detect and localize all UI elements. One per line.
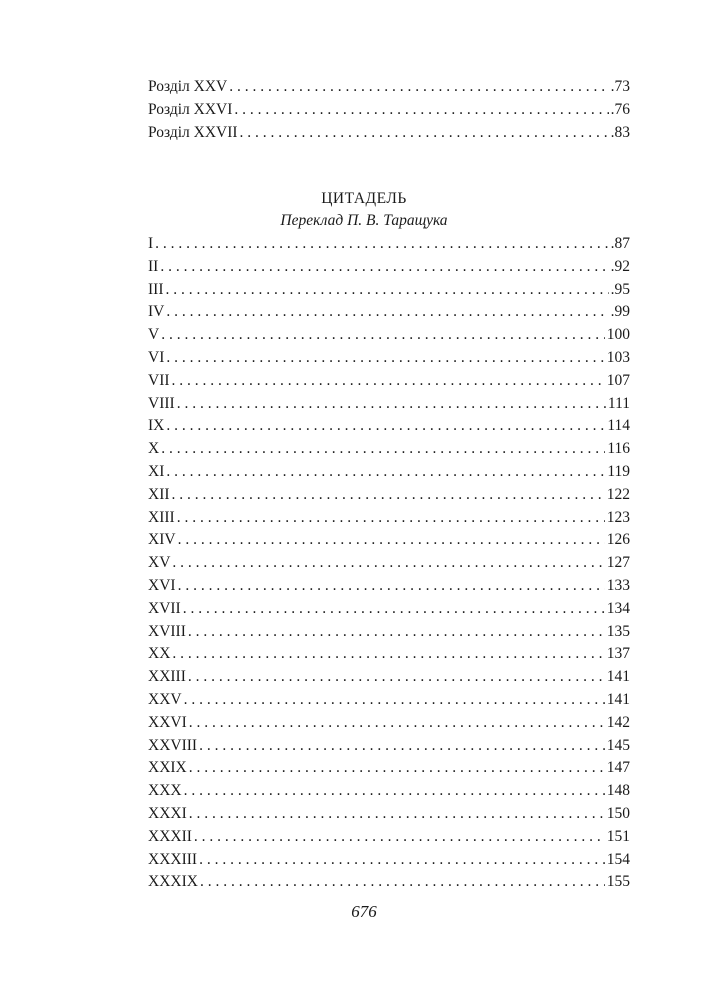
toc-entry-page: 145 xyxy=(606,736,630,754)
toc-entry xyxy=(148,803,630,826)
toc-entry-label: III xyxy=(148,280,164,298)
toc-entry-label: XXXIX xyxy=(148,873,198,891)
toc-entry-label: VII xyxy=(148,371,170,389)
toc-entry xyxy=(148,324,630,347)
dot-leader xyxy=(161,438,605,461)
toc-entry-label: XI xyxy=(148,462,165,480)
toc-entry-page: 155 xyxy=(606,873,630,891)
toc-entry xyxy=(148,484,630,507)
toc-entry-page: 126 xyxy=(606,531,630,549)
toc-entry xyxy=(148,301,630,324)
dot-leader xyxy=(234,99,608,122)
dot-leader xyxy=(172,643,604,666)
toc-entry-page: 100 xyxy=(606,326,630,344)
dot-leader xyxy=(188,666,605,689)
toc-entry-page: 141 xyxy=(606,668,630,686)
toc-entry-page: .76 xyxy=(610,100,630,118)
page-number: 676 xyxy=(351,902,377,921)
toc-entry xyxy=(148,438,630,461)
toc-entry xyxy=(148,826,630,849)
dot-leader xyxy=(155,233,608,256)
toc-entry-page: 135 xyxy=(606,622,630,640)
toc-entry xyxy=(148,415,630,438)
toc-entry xyxy=(148,552,630,575)
section-title: ЦИТАДЕЛЬ xyxy=(321,190,407,207)
toc-entry-label: VI xyxy=(148,348,165,366)
dot-leader xyxy=(172,484,605,507)
dot-leader xyxy=(200,871,605,894)
dot-leader xyxy=(178,529,605,552)
section-subtitle: Переклад П. В. Таращука xyxy=(280,212,448,229)
toc-entry-page: 151 xyxy=(606,827,630,845)
dot-leader xyxy=(184,689,605,712)
toc-entry-page: 142 xyxy=(606,713,630,731)
toc-entry-page: 103 xyxy=(606,348,630,366)
toc-entry-label: XVII xyxy=(148,599,181,617)
toc-entry-page: 116 xyxy=(607,440,630,458)
toc-entry-page: 137 xyxy=(606,645,630,663)
toc-entry xyxy=(148,393,630,416)
toc-entry-label: XV xyxy=(148,554,171,572)
toc-entry-label: XXXII xyxy=(148,827,192,845)
toc-entry-label: V xyxy=(148,326,160,344)
toc-entry-page: 148 xyxy=(606,782,630,800)
toc-entry-label: VIII xyxy=(148,394,175,412)
toc-entry xyxy=(148,507,630,530)
toc-entry-label: XXX xyxy=(148,782,182,800)
toc-entry-page: 150 xyxy=(606,804,630,822)
dot-leader xyxy=(178,575,605,598)
toc-entry-page: .73 xyxy=(610,78,630,95)
toc-main-list xyxy=(148,233,630,894)
toc-entry-page: .95 xyxy=(610,280,630,298)
toc-entry-page: .99 xyxy=(610,303,630,321)
toc-entry xyxy=(148,757,630,780)
dot-leader xyxy=(160,256,608,279)
toc-entry xyxy=(148,666,630,689)
toc-entry-label: XXV xyxy=(148,690,182,708)
toc-entry xyxy=(148,780,630,803)
dot-leader xyxy=(240,122,609,145)
dot-leader xyxy=(194,826,605,849)
toc-entry-page: 147 xyxy=(606,759,630,777)
toc-entry xyxy=(148,99,630,122)
toc-entry-page: 141 xyxy=(606,690,630,708)
dot-leader xyxy=(166,415,605,438)
toc-entry-page: .87 xyxy=(610,235,630,252)
toc-entry-label: X xyxy=(148,440,160,458)
toc-entry-label: XXVIII xyxy=(148,736,198,754)
toc-entry-label: XXXIII xyxy=(148,850,198,868)
dot-leader xyxy=(189,712,605,735)
toc-entry-label: XVI xyxy=(148,576,176,594)
dot-leader xyxy=(199,849,605,872)
toc-entry-label: XX xyxy=(148,645,171,663)
toc-entry-label: II xyxy=(148,257,159,275)
toc-entry-page: 154 xyxy=(606,850,630,868)
toc-entry xyxy=(148,122,630,145)
toc-entry-page: 133 xyxy=(606,576,630,594)
toc-entry xyxy=(148,621,630,644)
toc-entry xyxy=(148,529,630,552)
toc-entry xyxy=(148,370,630,393)
toc-entry-label: Розділ XXVI xyxy=(148,100,233,118)
dot-leader xyxy=(166,301,608,324)
toc-entry-label: XXVI xyxy=(148,713,187,731)
dot-leader xyxy=(184,780,605,803)
dot-leader xyxy=(199,735,605,758)
toc-entry-page: 134 xyxy=(606,599,630,617)
toc-entry xyxy=(148,598,630,621)
toc-entry xyxy=(148,575,630,598)
dot-leader xyxy=(161,324,605,347)
toc-entry-label: XIII xyxy=(148,508,175,526)
toc-entry xyxy=(148,279,630,302)
toc-entry xyxy=(148,871,630,894)
dot-leader xyxy=(188,621,605,644)
toc-entry xyxy=(148,735,630,758)
dot-leader xyxy=(229,76,608,99)
toc-entry-page: .83 xyxy=(610,123,630,141)
toc-entry xyxy=(148,76,630,99)
toc-entry xyxy=(148,643,630,666)
toc-entry-label: XIV xyxy=(148,531,176,549)
toc-entry-label: XVIII xyxy=(148,622,186,640)
toc-entry xyxy=(148,233,630,256)
toc-entry-page: 111 xyxy=(607,394,630,412)
toc-entry-label: Розділ XXVII xyxy=(148,123,238,141)
dot-leader xyxy=(189,757,605,780)
toc-entry-page: 107 xyxy=(606,371,630,389)
toc-entry-page: 127 xyxy=(606,554,630,572)
toc-entry-label: IX xyxy=(148,417,165,435)
toc-entry xyxy=(148,712,630,735)
toc-entry xyxy=(148,461,630,484)
toc-entry-page: 123 xyxy=(606,508,630,526)
toc-entry-label: I xyxy=(148,235,154,252)
toc-entry-label: IV xyxy=(148,303,165,321)
toc-entry-label: XXIII xyxy=(148,668,186,686)
dot-leader xyxy=(172,370,605,393)
dot-leader xyxy=(166,279,609,302)
dot-leader xyxy=(177,507,605,530)
toc-entry-page: 114 xyxy=(607,417,630,435)
toc-top-list xyxy=(148,76,630,144)
dot-leader xyxy=(166,347,604,370)
toc-entry-page: .92 xyxy=(610,257,630,275)
dot-leader xyxy=(189,803,605,826)
toc-entry xyxy=(148,849,630,872)
toc-entry-page: 119 xyxy=(607,462,630,480)
toc-entry-label: XXXI xyxy=(148,804,187,822)
dot-leader xyxy=(183,598,605,621)
toc-entry xyxy=(148,256,630,279)
dot-leader xyxy=(166,461,605,484)
toc-entry xyxy=(148,689,630,712)
dot-leader xyxy=(172,552,604,575)
toc-entry-page: 122 xyxy=(606,485,630,503)
toc-entry-label: Розділ XXV xyxy=(148,78,228,95)
toc-entry xyxy=(148,347,630,370)
toc-entry-label: XII xyxy=(148,485,170,503)
dot-leader xyxy=(177,393,606,416)
toc-entry-label: XXIX xyxy=(148,759,187,777)
